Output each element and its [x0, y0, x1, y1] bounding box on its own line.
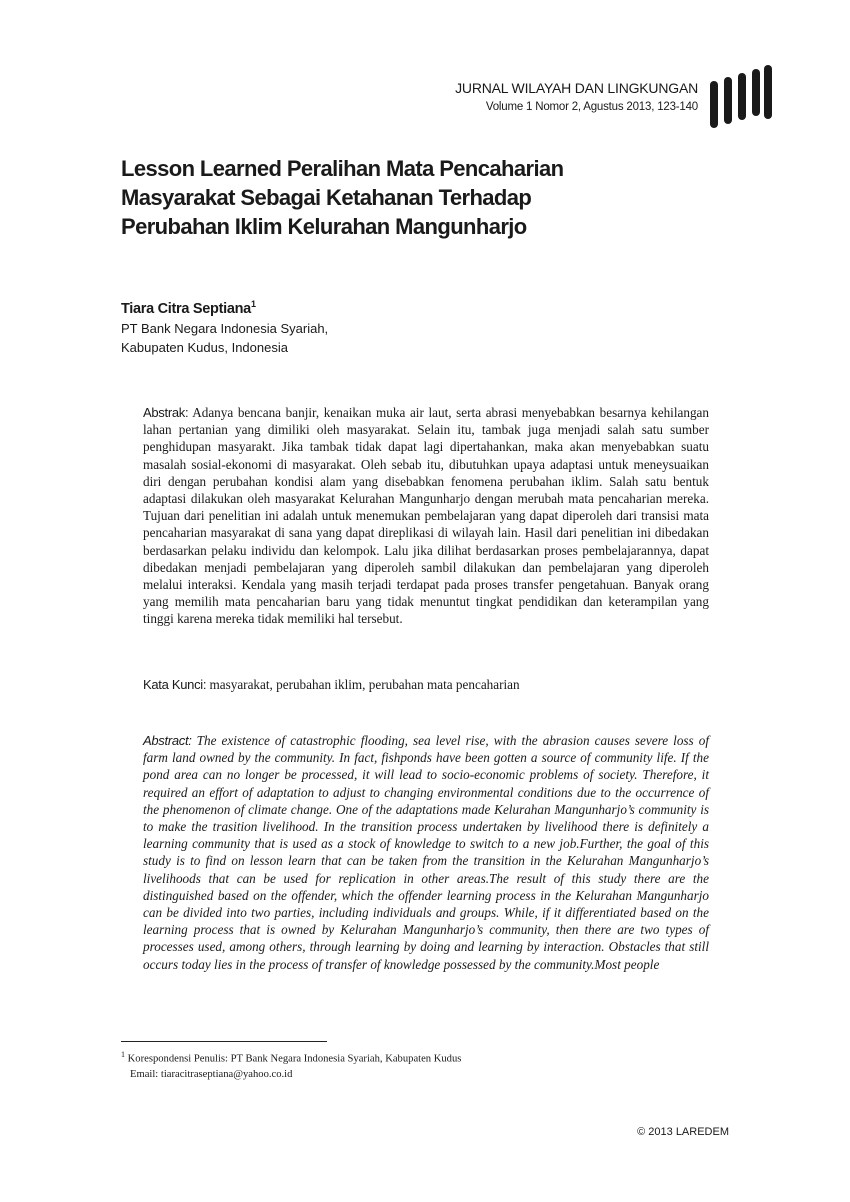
author-name [121, 299, 256, 317]
keywords-text: masyarakat, perubahan iklim, perubahan mata pencaharian [209, 677, 520, 692]
footnote-line [121, 1047, 461, 1067]
abstrak-text: Adanya bencana banjir, kenaikan muka air laut, serta abrasi menyebabkan besarnya kehilangan lahan pertanian yang dimiliki oleh masyarakat. Selain itu, tambak juga menjadi salah satu sumber penghidupan masyarakt. Jika tambak tidak dapat lagi dipertahankan, maka akan menyebabkan suatu masalah sosial-ekonomi di masyarakat. Oleh sebab itu, dibutuhkan upaya adaptasi untuk meneysuaikan diri dengan perubahan kondisi alam yang disebabkan fenomena perubahan iklim. Salah satu bentuk adaptasi dilakukan oleh masyarakat Kelurahan Mangunharjo dengan merubah mata pencaharian mereka. Tujuan dari penelitian ini adalah untuk menemukan pembelajaran yang dapat diperoleh dari transisi mata pencaharian masyarakat di sana yang dapat direplikasi di wilayah lain. Hasil dari penelitian ini dibedakan berdasarkan pelaku individu dan kelompok. Lalu jika dilihat berdasarkan proses pembelajarannya, dapat dibedakan menjadi pembelajaran yang diperoleh sambil dilakukan dan pembelajaran yang diperoleh melalui interaksi. Kendala yang masih terjadi terdapat pada proses transfer pengetahuan. Banyak orang yang memilih mata pencaharian baru yang tidak menuntut tingkat pendidikan dan keterampilan yang tinggi karena mereka tidak memiliki hal tersebut. [143, 405, 709, 627]
author-footnote-mark: 1 [250, 299, 256, 309]
abstract-label: Abstract: [143, 733, 192, 748]
affiliation-line: PT Bank Negara Indonesia Syariah, [121, 321, 329, 336]
affiliation-line: Kabupaten Kudus, Indonesia [121, 340, 288, 355]
footnote-divider [121, 1041, 327, 1042]
title-line: Lesson Learned Peralihan Mata Pencaharian [121, 156, 564, 181]
journal-logo-bars-icon [706, 64, 772, 130]
footnote-email: Email: tiaracitraseptiana@yahoo.co.id [130, 1068, 293, 1080]
abstrak-label: Abstrak: [143, 405, 189, 420]
keywords [143, 676, 520, 693]
footnote-correspondence: Korespondensi Penulis: PT Bank Negara Indonesia Syariah, Kabupaten Kudus [127, 1053, 462, 1065]
author-name-text: Tiara Citra Septiana [121, 300, 251, 317]
abstrak-indonesian [143, 404, 709, 628]
copyright: © 2013 LAREDEM [637, 1126, 729, 1138]
title-line: Masyarakat Sebagai Ketahanan Terhadap [121, 185, 532, 210]
journal-volume-info: Volume 1 Nomor 2, Agustus 2013, 123-140 [485, 101, 698, 113]
abstract-text: The existence of catastrophic flooding, sea level rise, with the abrasion causes severe loss of farm land owned by the community. In fact, fishponds have been gotten a source of community life. If the pond area can no longer be processed, it will lead to socio-economic problems of society. Therefore, it required an effort of adaptation to adjust to changing environmental conditions due to the occurrence of the phenomenon of climate change. One of the adaptations made Kelurahan Mangunharjo’s community is to make the trasition livelihood. In the transition process undertaken by livelihood there is definitely a learning community that is used as a stock of knowledge to switch to a new job.Further, the goal of this study is to find on lesson learn that can be taken from the transition in the Kelurahan Mangunharjo’s livelihoods that can be used for replication in other areas.The result of this study there are the distinguished based on the offender, which the offender learning process in the Kelurahan Mangunharjo can be divided into two parties, including individuals and groups. While, if it differentiated based on the learning process that is owned by Kelurahan Mangunharjo’s community, then there are two types of processes used, among others, through learning by doing and learning by interaction. Obstacles that still occurs today lies in the process of transfer of knowledge possessed by the community.Most people [143, 733, 709, 972]
footnote-mark: 1 [121, 1050, 125, 1059]
footnote [121, 1047, 461, 1082]
journal-name: JURNAL WILAYAH DAN LINGKUNGAN [455, 80, 698, 96]
author-affiliation [121, 319, 328, 357]
keywords-label: Kata Kunci: [143, 677, 207, 692]
abstract-english [143, 732, 709, 973]
title-line: Perubahan Iklim Kelurahan Mangunharjo [121, 214, 527, 239]
article-title [121, 154, 641, 241]
